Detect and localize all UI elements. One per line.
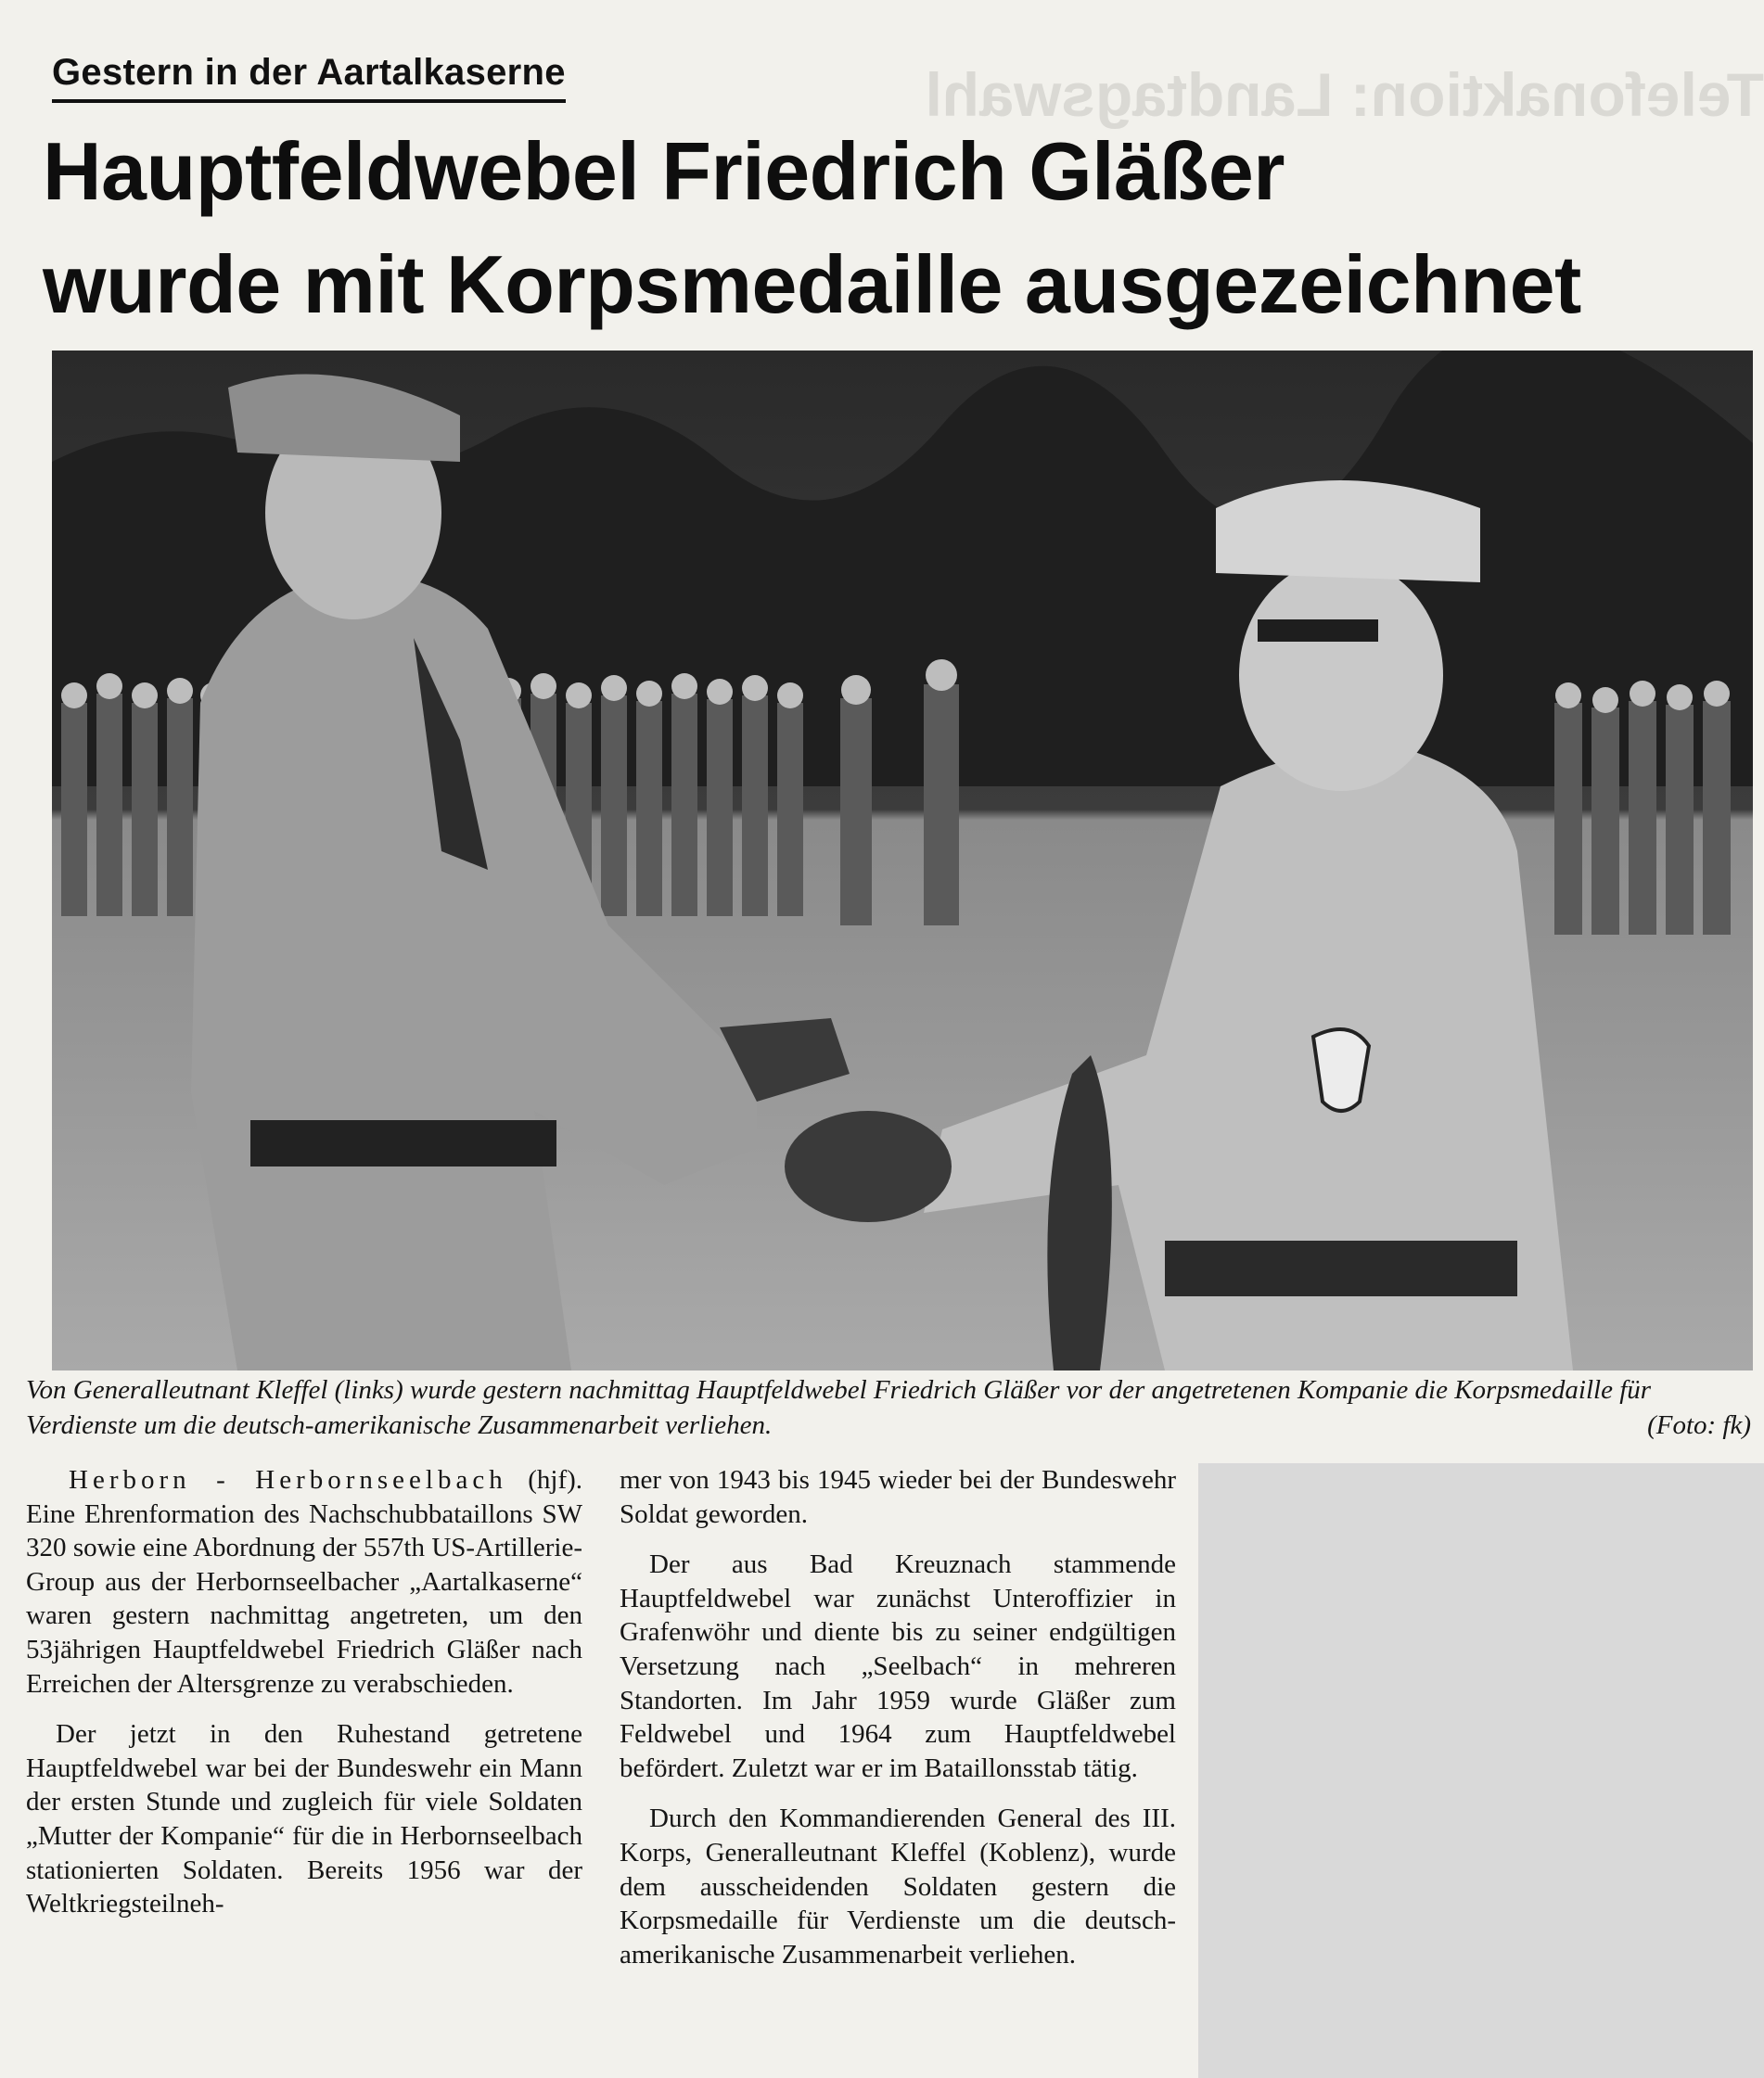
photo-handshake-icon: [52, 351, 1753, 1370]
article-kicker: Gestern in der Aartalkaserne: [52, 52, 566, 103]
photo-credit: (Foto: fk): [1647, 1410, 1751, 1440]
photo-caption: [26, 1372, 1751, 1443]
paragraph: Durch den Kommandierenden General des III. Korps, Generalleutnant Kleffel (Koblenz), wurde dem ausscheidenden Soldaten gestern die Korpsmedaille für Verdienste um die deutsch-amerikanische Zusammenarbeit verliehen.: [620, 1804, 1176, 1970]
article-headline: [43, 115, 1764, 341]
dateline: Herborn - Herbornseelbach: [69, 1465, 507, 1495]
caption-text: Von Generalleutnant Kleffel (links) wurde gestern nachmittag Hauptfeldwebel Friedrich Gläßer vor der angetretenen Kompanie die Korpsmedaille für Verdienste um die deutsch-amerikanische Zusammenarbeit verliehen.: [26, 1375, 1652, 1440]
headline-line-1: Hauptfeldwebel Friedrich Gläßer: [43, 125, 1285, 217]
empty-area: [1198, 1463, 1764, 2078]
paragraph: Der jetzt in den Ruhestand getretene Hauptfeldwebel war bei der Bundeswehr ein Mann der ersten Stunde und zugleich für viele Soldaten „Mutter der Kompanie“ für die in Herbornseelbach stationierten Soldaten. Bereits 1956 war der Weltkriegsteilneh-: [26, 1719, 582, 1919]
paragraph: mer von 1943 bis 1945 wieder bei der Bundeswehr Soldat geworden.: [620, 1465, 1176, 1529]
news-photo: [52, 351, 1753, 1370]
paragraph-text: (hjf). Eine Ehrenformation des Nachschubbataillons SW 320 sowie eine Abordnung der 557th US-Artillerie-Group aus der Herbornseelbacher „Aartalkaserne“ waren gestern nachmittag angetreten, um den 53jährigen Hauptfeldwebel Friedrich Gläßer nach Erreichen der Altersgrenze zu verabschieden.: [26, 1465, 583, 1699]
bleed-through-line: Telefonaktion: Landtagswahl: [925, 60, 1764, 129]
body-column-2: [620, 1463, 1176, 1971]
paragraph: [26, 1463, 582, 1701]
body-column-1: [26, 1463, 582, 1921]
paragraph: Der aus Bad Kreuznach stammende Hauptfeldwebel war zunächst Unteroffizier in Grafenwöhr und diente bis zu seiner endgültigen Versetzung nach „Seelbach“ in mehreren Standorten. Im Jahr 1959 wurde Gläßer zum Feldwebel und 1964 zum Hauptfeldwebel befördert. Zuletzt war er im Bataillonsstab tätig.: [620, 1549, 1176, 1783]
headline-line-2: wurde mit Korpsmedaille ausgezeichnet: [43, 238, 1581, 330]
